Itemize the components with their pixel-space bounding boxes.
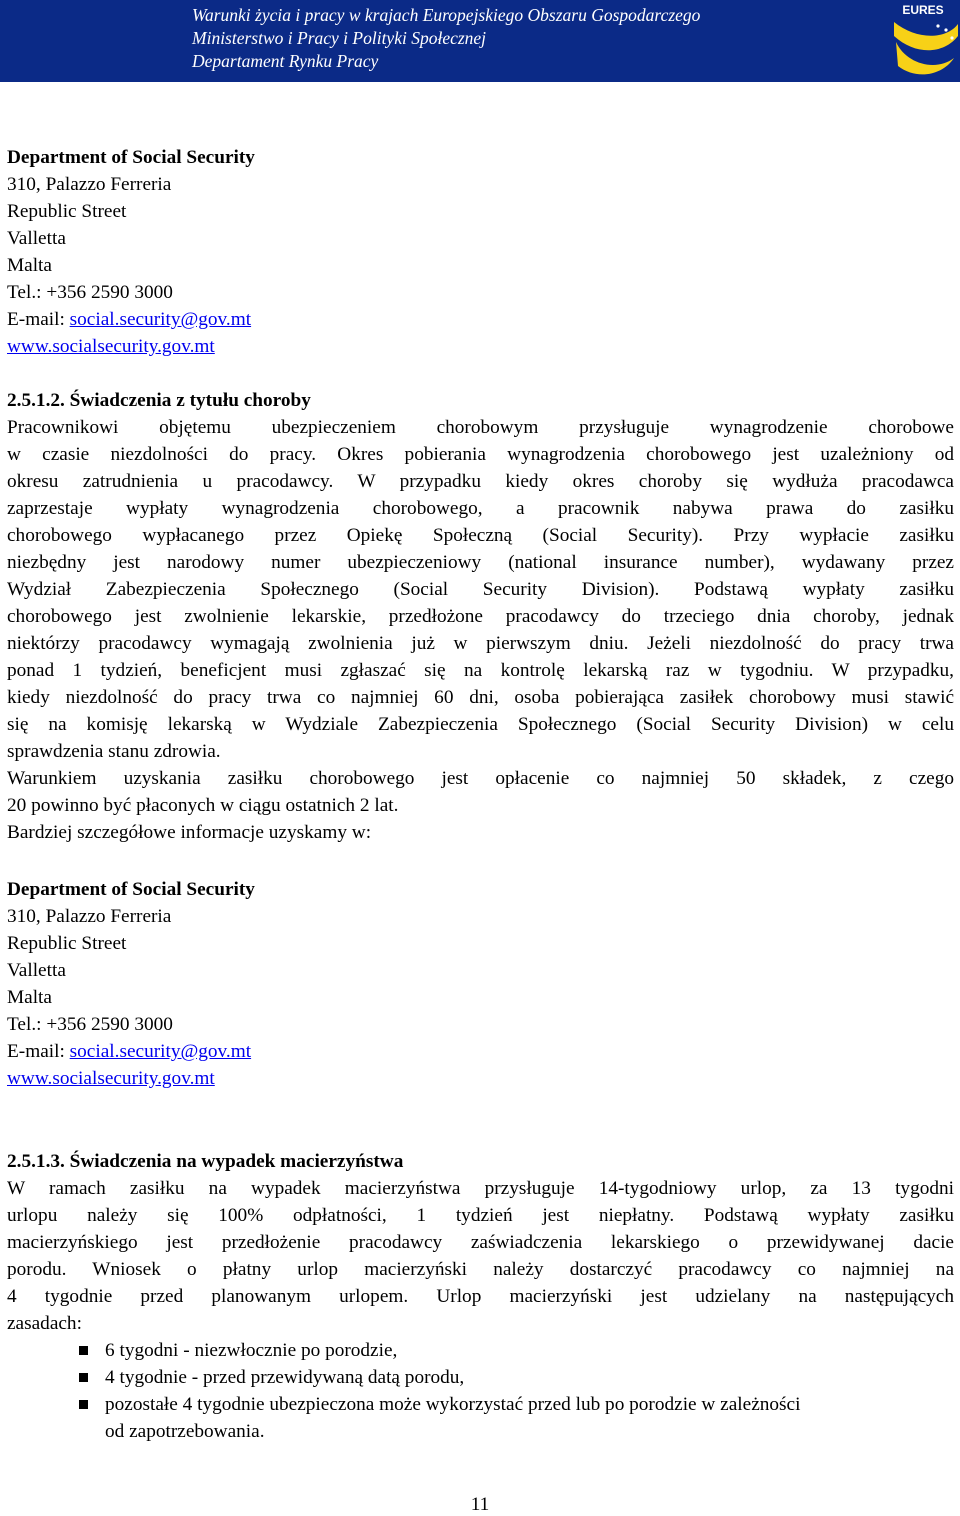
paragraph-line: okresu zatrudnienia u pracodawcy. W przypadku kiedy okres choroby się wydłuża pracodawca [7, 471, 954, 492]
paragraph-line: Bardziej szczegółowe informacje uzyskamy w: [7, 822, 372, 843]
paragraph-line: 4 tygodnie przed planowanym urlopem. Urlop macierzyński jest udzielany na następujących [7, 1286, 954, 1307]
contact-block-1 [7, 144, 954, 360]
list-item [79, 1364, 959, 1391]
contact-block-2 [7, 876, 954, 1092]
contact-address-2: Republic Street [7, 201, 127, 222]
eures-logo [886, 0, 960, 82]
section-sickness-benefits [7, 387, 954, 846]
contact-email-link[interactable]: social.security@gov.mt [69, 309, 252, 330]
paragraph-line: chorobowego jest zwolnienie lekarskie, przedłożone pracodawcy do trzeciego dnia choroby, jednak [7, 606, 954, 627]
section-maternity-benefits [7, 1148, 954, 1337]
paragraph-line: kiedy niezdolność do pracy trwa co najmniej 60 dni, osoba pobierająca zasiłek chorobowy musi stawić [7, 687, 954, 708]
list-item [79, 1391, 959, 1445]
bullet-square-icon [79, 1400, 88, 1409]
contact-web-link[interactable]: www.socialsecurity.gov.mt [7, 336, 215, 357]
list-item-text: pozostałe 4 tygodnie ubezpieczona może wykorzystać przed lub po porodzie w zależności [105, 1394, 801, 1415]
list-item [79, 1337, 959, 1364]
header-line-2: Ministerstwo i Pracy i Polityki Społecznej [192, 28, 487, 48]
page-number: 11 [470, 1494, 490, 1515]
paragraph-line: W ramach zasiłku na wypadek macierzyństwa przysługuje 14-tygodniowy urlop, za 13 tygodni [7, 1178, 954, 1199]
list-item-text: od zapotrzebowania. [105, 1421, 265, 1442]
paragraph-line: macierzyńskiego jest przedłożenie pracodawcy zaświadczenia lekarskiego o przewidywanej dacie [7, 1232, 954, 1253]
contact-email-link[interactable]: social.security@gov.mt [69, 1041, 252, 1062]
page-header [0, 0, 960, 82]
paragraph-line: zaprzestaje wypłaty wynagrodzenia chorobowego, a pracownik nabywa prawa do zasiłku [7, 498, 954, 519]
paragraph-line: urlopu należy się 100% odpłatności, 1 tydzień jest niepłatny. Podstawą wypłaty zasiłku [7, 1205, 954, 1226]
paragraph-line: niezbędny jest narodowy numer ubezpieczeniowy (national insurance number), wydawany przez [7, 552, 954, 573]
contact-email-label: E-mail: [7, 1041, 70, 1062]
contact-org: Department of Social Security [7, 147, 255, 168]
paragraph-line: chorobowego wypłacanego przez Opiekę Społeczną (Social Security). Przy wypłacie zasiłku [7, 525, 954, 546]
paragraph-line: zasadach: [7, 1313, 82, 1334]
paragraph-line: Warunkiem uzyskania zasiłku chorobowego jest opłacenie co najmniej 50 składek, z czego [7, 768, 954, 789]
paragraph-line: się na komisję lekarską w Wydziale Zabezpieczenia Społecznego (Social Security Division) w celu [7, 714, 954, 735]
contact-tel: Tel.: +356 2590 3000 [7, 1014, 173, 1035]
list-item-text: 4 tygodnie - przed przewidywaną datą porodu, [105, 1367, 465, 1388]
paragraph-line: 20 powinno być płaconych w ciągu ostatnich 2 lat. [7, 795, 399, 816]
contact-country: Malta [7, 255, 52, 276]
paragraph-line: ponad 1 tydzień, beneficjent musi zgłaszać się na kontrolę lekarską raz w tygodniu. W przypadku, [7, 660, 954, 681]
contact-org: Department of Social Security [7, 879, 255, 900]
paragraph-line: niektórzy pracodawcy wymagają zwolnienia już w pierwszym dniu. Jeżeli niezdolność do pracy trwa [7, 633, 954, 654]
list-item-text: 6 tygodni - niezwłocznie po porodzie, [105, 1340, 398, 1361]
contact-address-1: 310, Palazzo Ferreria [7, 906, 172, 927]
section-heading: 2.5.1.3. Świadczenia na wypadek macierzyństwa [7, 1151, 404, 1172]
contact-address-1: 310, Palazzo Ferreria [7, 174, 172, 195]
contact-city: Valletta [7, 228, 66, 249]
paragraph-line: Pracownikowi objętemu ubezpieczeniem chorobowym przysługuje wynagrodzenie chorobowe [7, 417, 954, 438]
contact-email-label: E-mail: [7, 309, 70, 330]
paragraph-line: w czasie niezdolności do pracy. Okres pobierania wynagrodzenia chorobowego jest uzależniony od [7, 444, 954, 465]
contact-web-link[interactable]: www.socialsecurity.gov.mt [7, 1068, 215, 1089]
header-line-1: Warunki życia i pracy w krajach Europejskiego Obszaru Gospodarczego [192, 5, 701, 25]
bullet-list [79, 1337, 959, 1445]
paragraph-line: porodu. Wniosek o płatny urlop macierzyński należy dostarczyć pracodawcy co najmniej na [7, 1259, 954, 1280]
paragraph-line: Wydział Zabezpieczenia Społecznego (Social Security Division). Podstawą wypłaty zasiłku [7, 579, 954, 600]
bullet-square-icon [79, 1373, 88, 1382]
bullet-square-icon [79, 1346, 88, 1355]
section-heading: 2.5.1.2. Świadczenia z tytułu choroby [7, 390, 311, 411]
contact-country: Malta [7, 987, 52, 1008]
contact-city: Valletta [7, 960, 66, 981]
eures-logo-text: EURES [902, 3, 944, 17]
header-line-3: Departament Rynku Pracy [192, 51, 379, 71]
header-text [192, 4, 700, 73]
contact-tel: Tel.: +356 2590 3000 [7, 282, 173, 303]
paragraph-line: sprawdzenia stanu zdrowia. [7, 741, 221, 762]
contact-address-2: Republic Street [7, 933, 127, 954]
